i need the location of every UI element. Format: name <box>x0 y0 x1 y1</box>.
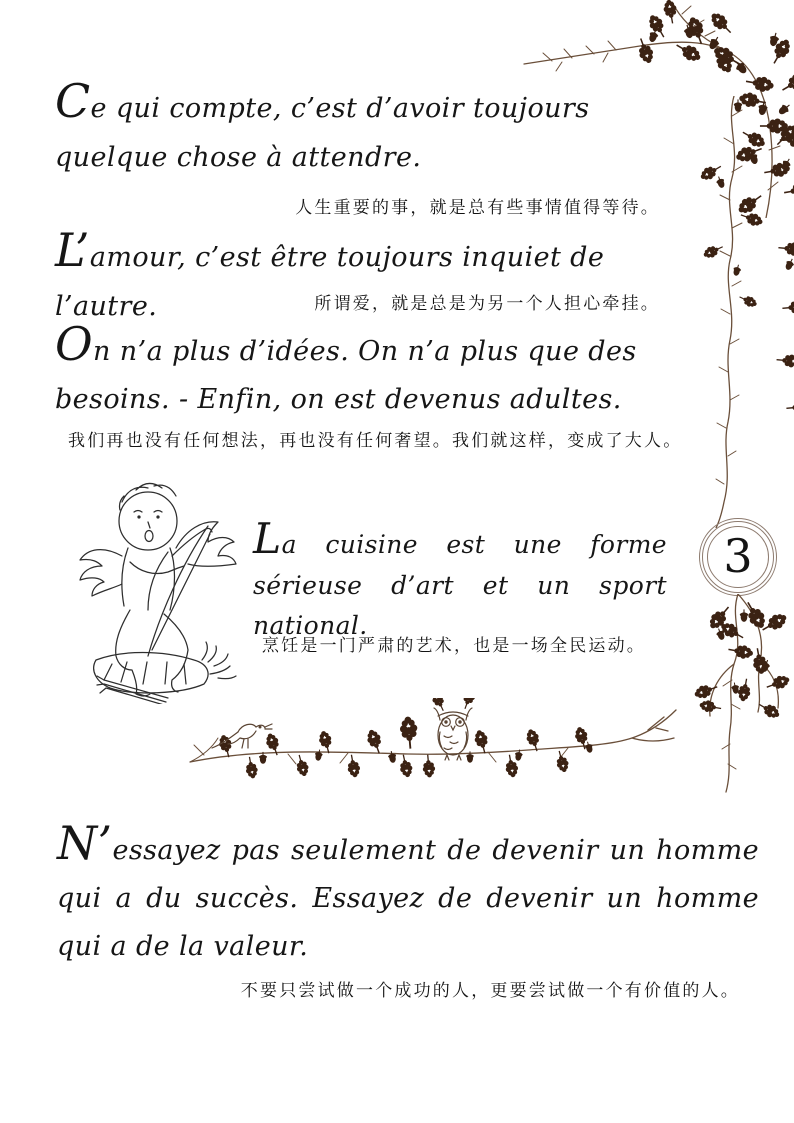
page-number: 3 <box>723 529 753 583</box>
chinese-translation-3: 我们再也没有任何想法，再也没有任何奢望。我们就这样，变成了大人。 <box>68 431 683 451</box>
chinese-translation-1: 人生重要的事，就是总有些事情值得等待。 <box>295 198 660 218</box>
owl-icon <box>434 708 472 760</box>
chinese-translation-4: 烹饪是一门严肃的艺术，也是一场全民运动。 <box>262 636 646 656</box>
hanging-branch-icon <box>674 594 794 794</box>
french-quote-2: L’amour, c’est être toujours inquiet de l’autre. <box>55 223 605 322</box>
cherub-illustration <box>52 464 252 704</box>
chinese-translation-5: 不要只尝试做一个成功的人，更要尝试做一个有价值的人。 <box>240 981 740 1001</box>
page-number-medallion <box>699 518 777 596</box>
divider-branch-icon <box>188 698 678 790</box>
french-quote-3: On n’a plus d’idées. On n’a plus que des besoins. - Enfin, on est devenus adultes. <box>55 317 637 416</box>
french-quote-4: La cuisine est une forme sérieuse d’art et un sport national. <box>253 515 667 640</box>
chinese-translation-2: 所谓爱，就是总是为另一个人担心牵挂。 <box>314 294 660 314</box>
french-quote-5: N’essayez pas seulement de devenir un homme qui a du succès. Essayez de devenir un homme qui a de la valeur. <box>57 816 759 963</box>
french-quote-1: Ce qui compte, c’est d’avoir toujours quelque chose à attendre. <box>55 74 590 174</box>
